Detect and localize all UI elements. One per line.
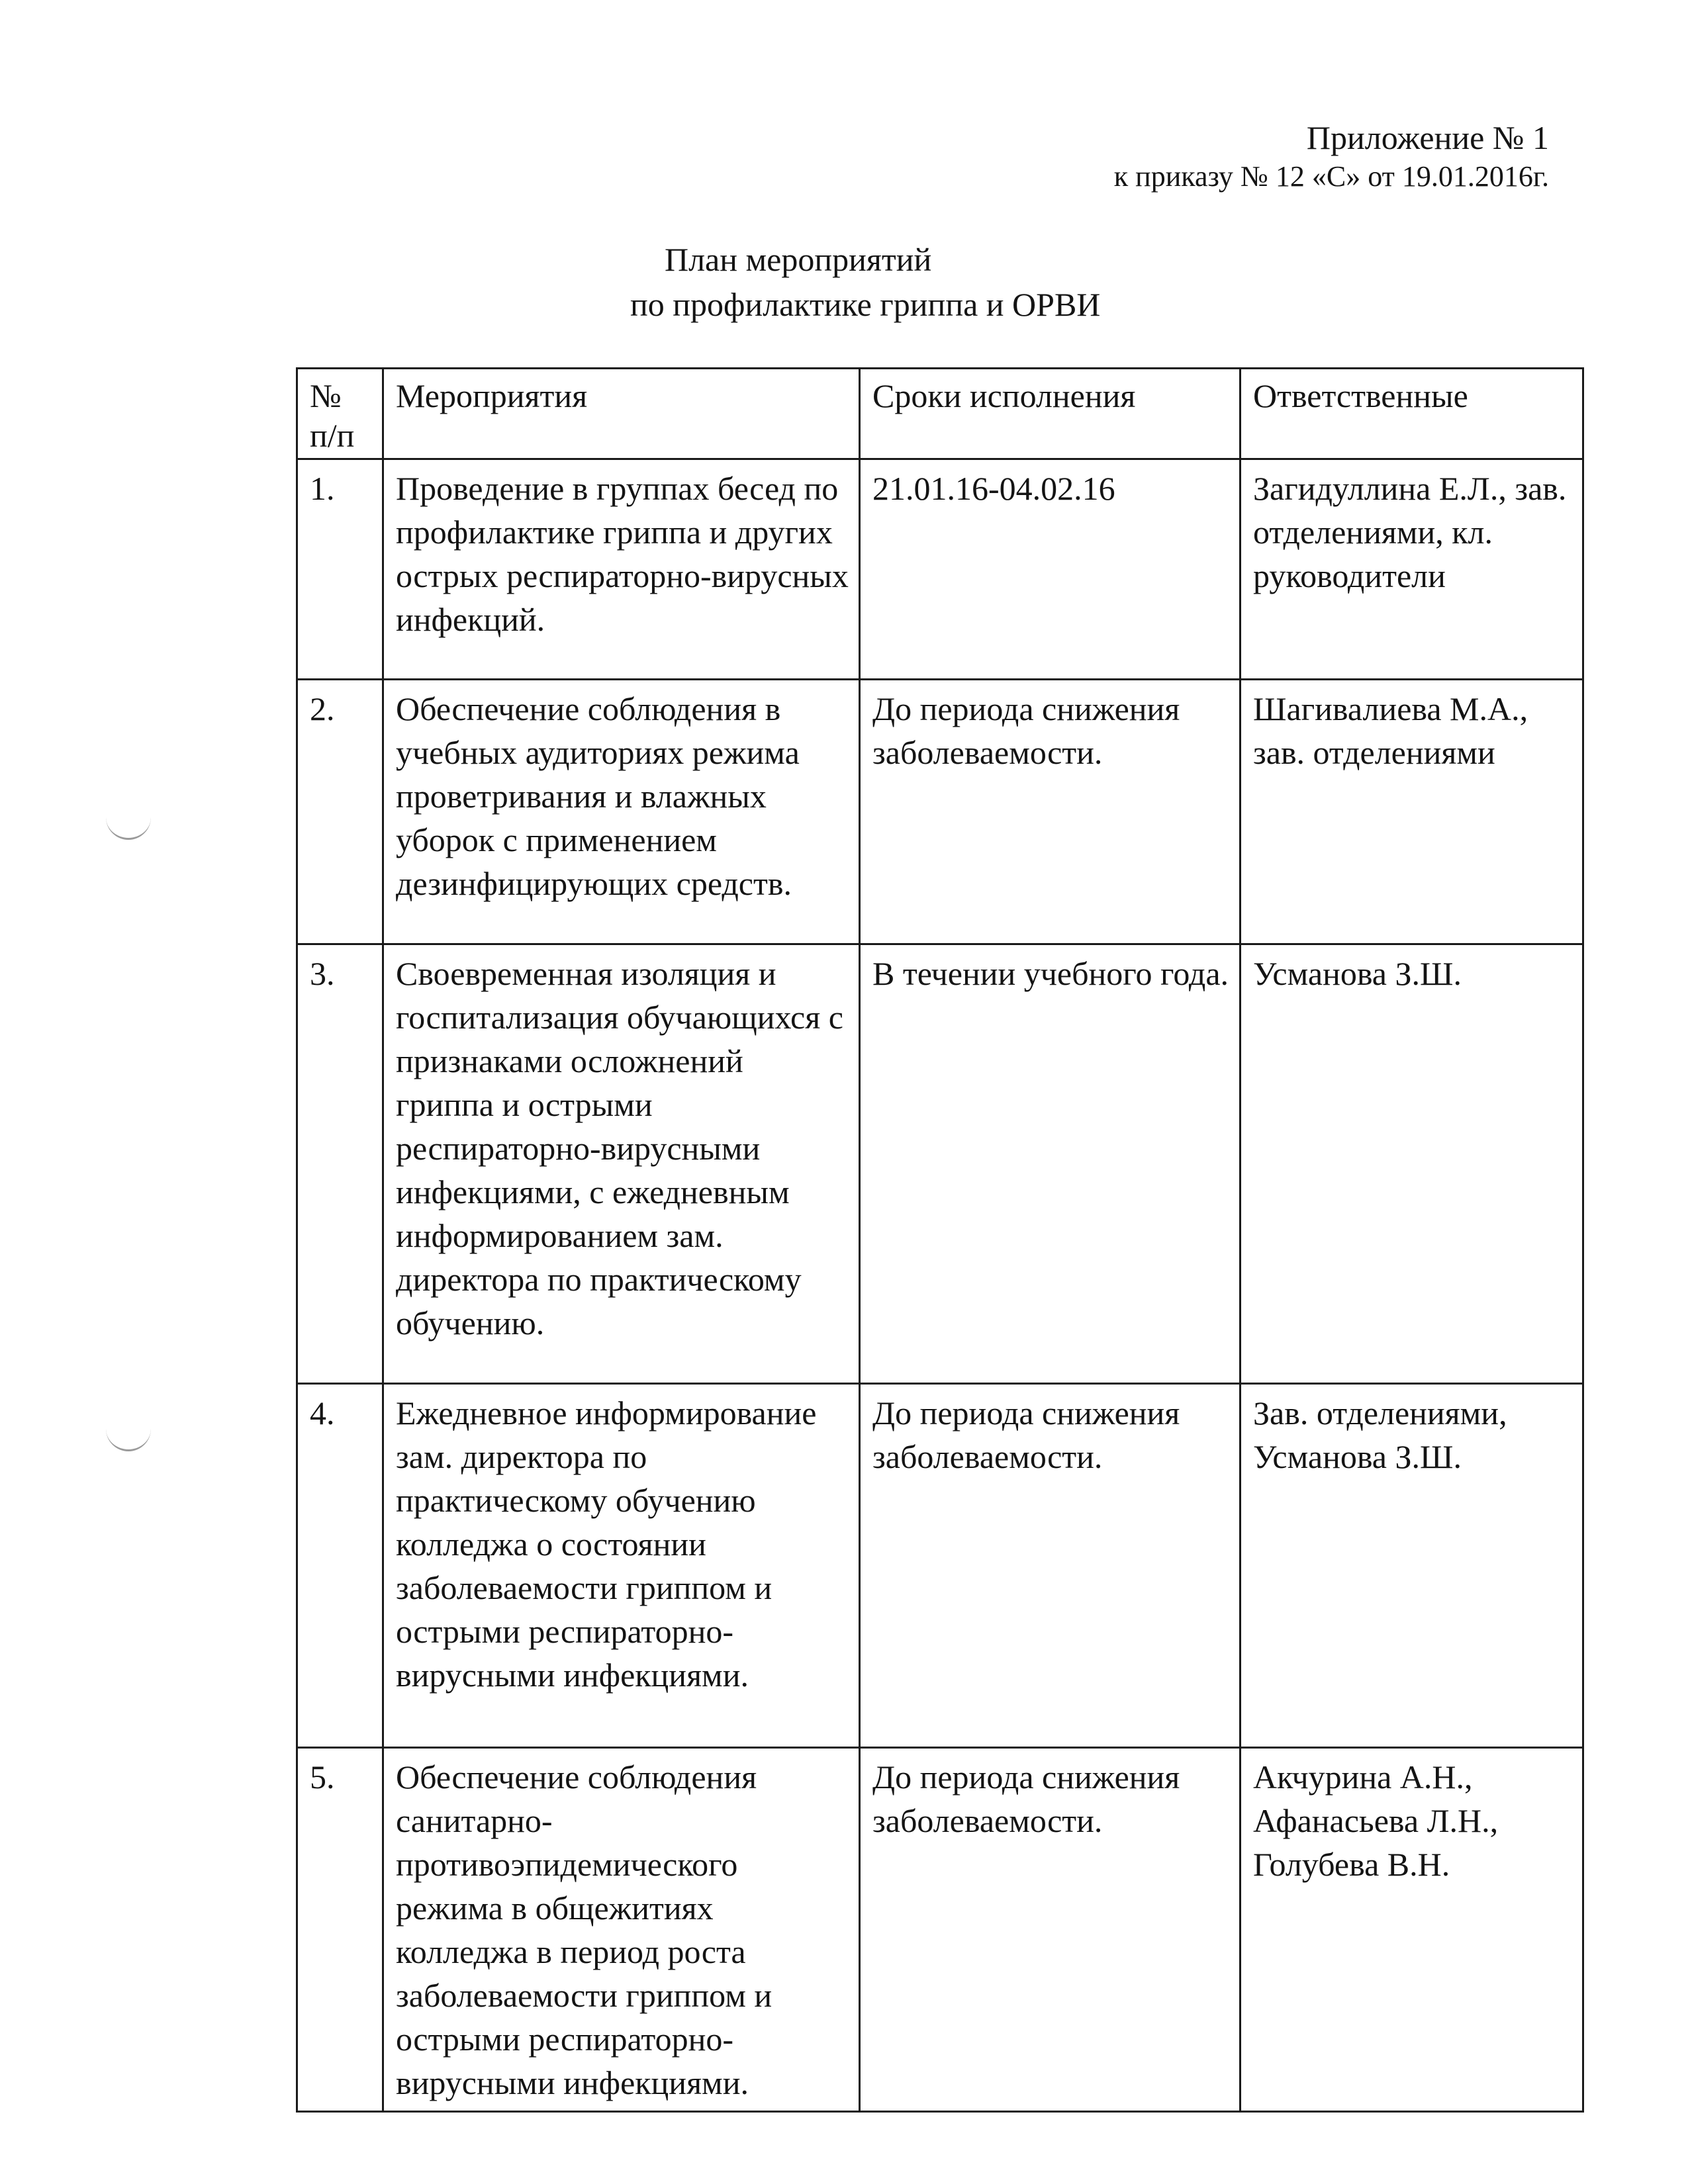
row-responsible: Зав. отделениями, Усманова З.Ш. (1241, 1384, 1583, 1748)
table-row (297, 680, 1583, 944)
row-term: До периода снижения заболеваемости. (860, 1748, 1241, 2112)
column-header-term: Сроки исполнения (860, 369, 1241, 459)
row-responsible: Загидуллина Е.Л., зав. отделениями, кл. руководители (1241, 459, 1583, 680)
table-row (297, 1748, 1583, 2112)
row-activity: Своевременная изоляция и госпитализация обучающихся с признаками осложнений гриппа и острыми респираторно-вирусными инфекциями, с ежедневным информированием зам. директора по практическому обучению. (383, 944, 860, 1384)
order-reference: к приказу № 12 «С» от 19.01.2016г. (1113, 160, 1549, 193)
row-term: До периода снижения заболеваемости. (860, 1384, 1241, 1748)
column-header-number: № п/п (297, 369, 383, 459)
row-number: 5. (297, 1748, 383, 2112)
row-term: 21.01.16-04.02.16 (860, 459, 1241, 680)
row-activity: Ежедневное информирование зам. директора по практическому обучению колледжа о состоянии заболеваемости гриппом и острыми респираторно-вирусными инфекциями. (383, 1384, 860, 1748)
row-activity: Обеспечение соблюдения санитарно-противоэпидемического режима в общежитиях колледжа в период роста заболеваемости гриппом и острыми респираторно-вирусными инфекциями. (383, 1748, 860, 2112)
row-activity: Обеспечение соблюдения в учебных аудиториях режима проветривания и влажных уборок с применением дезинфицирующих средств. (383, 680, 860, 944)
column-header-activity: Мероприятия (383, 369, 860, 459)
table-header-row (297, 369, 1583, 459)
appendix-label: Приложение № 1 (1306, 119, 1549, 156)
hole-punch-mark (106, 815, 151, 840)
row-term: В течении учебного года. (860, 944, 1241, 1384)
row-activity: Проведение в группах бесед по профилактике гриппа и других острых респираторно-вирусных инфекций. (383, 459, 860, 680)
table-row (297, 459, 1583, 680)
hole-punch-mark (106, 1427, 151, 1451)
table-row (297, 944, 1583, 1384)
document-subtitle: по профилактике гриппа и ОРВИ (630, 286, 1101, 323)
document-title: План мероприятий (665, 241, 932, 278)
row-responsible: Усманова З.Ш. (1241, 944, 1583, 1384)
row-number: 1. (297, 459, 383, 680)
row-responsible: Акчурина А.Н., Афанасьева Л.Н., Голубева В.Н. (1241, 1748, 1583, 2112)
column-header-responsible: Ответственные (1241, 369, 1583, 459)
row-responsible: Шагивалиева М.А., зав. отделениями (1241, 680, 1583, 944)
table-row (297, 1384, 1583, 1748)
row-number: 2. (297, 680, 383, 944)
row-term: До периода снижения заболеваемости. (860, 680, 1241, 944)
activities-table (296, 367, 1584, 2113)
row-number: 3. (297, 944, 383, 1384)
row-number: 4. (297, 1384, 383, 1748)
